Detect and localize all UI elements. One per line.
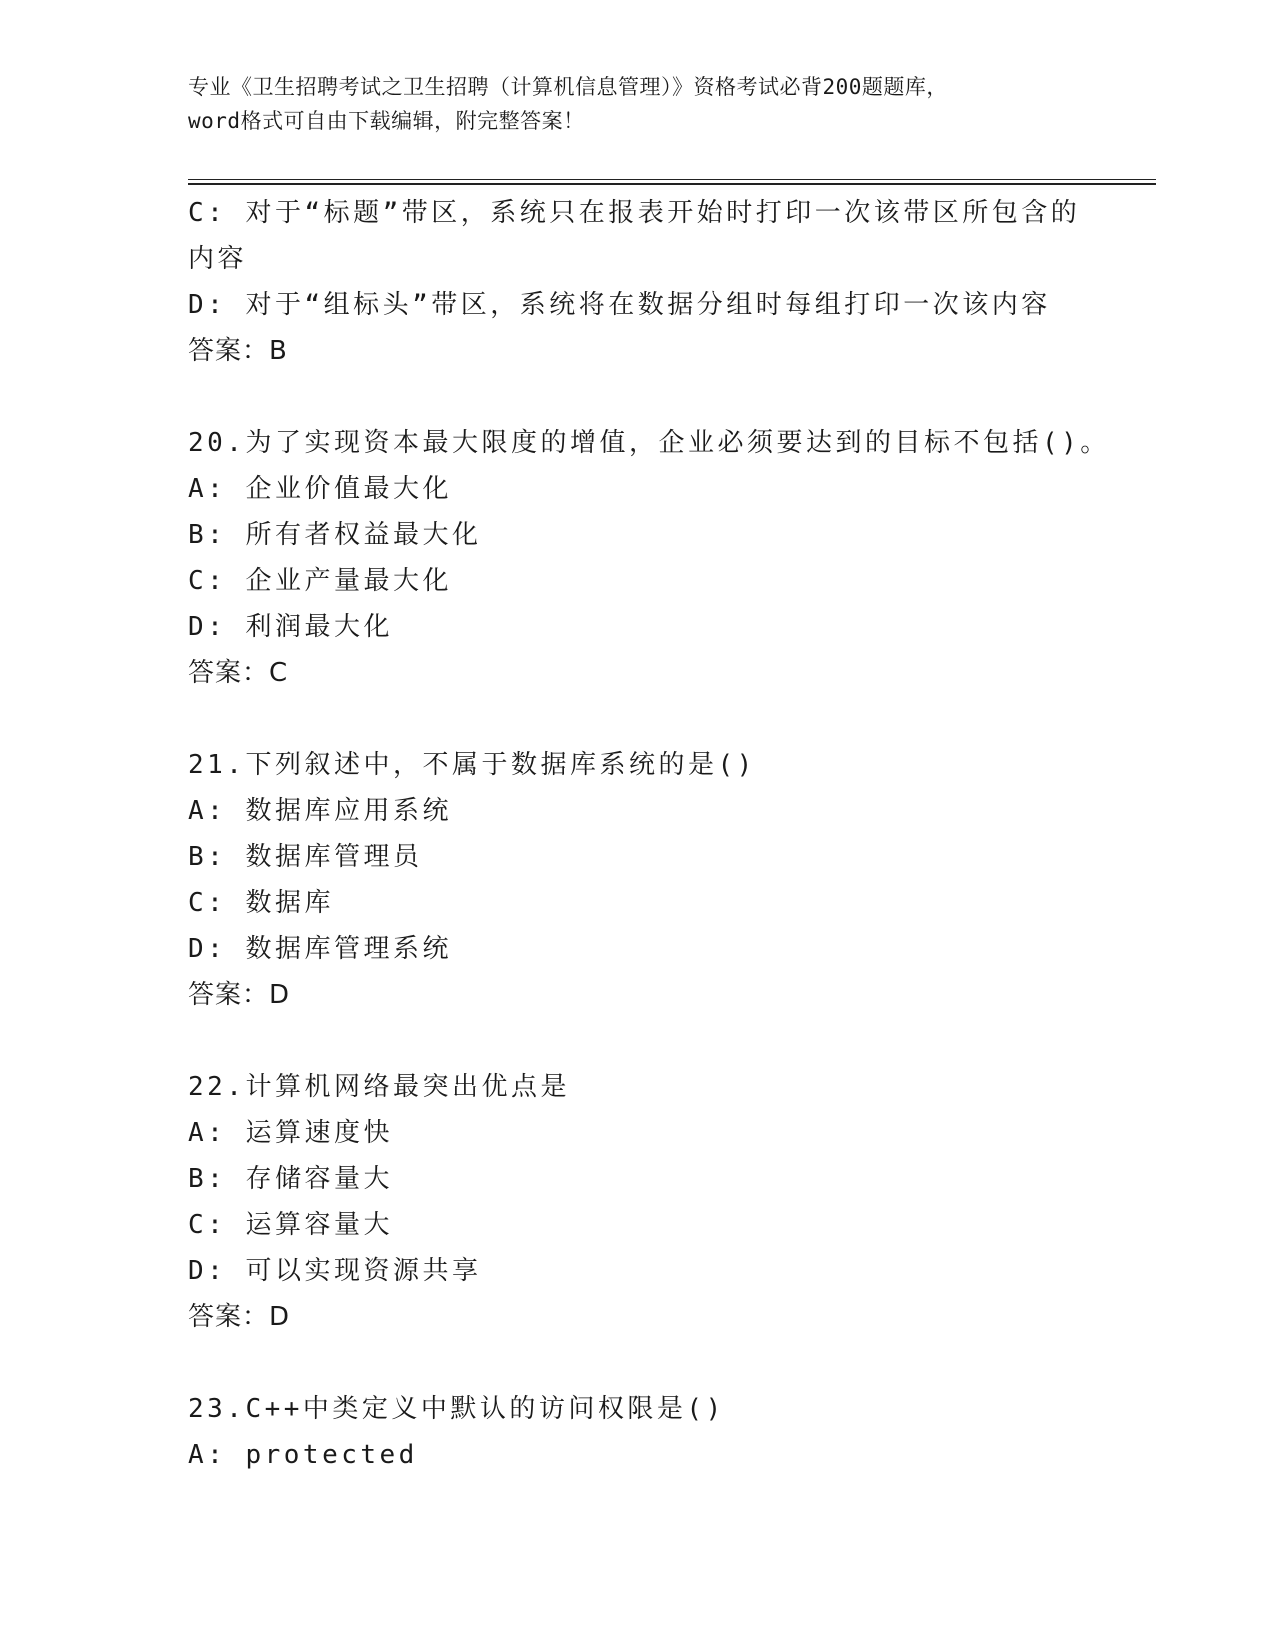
option-line: A: 企业价值最大化 [188,474,452,504]
option-line: A: 数据库应用系统 [188,796,452,826]
question-block-continued [188,190,1088,374]
question-list [188,190,1110,1478]
option-line: A: protected [188,1440,418,1470]
option-line: B: 所有者权益最大化 [188,520,482,550]
question-stem: 22.计算机网络最突出优点是 [188,1072,570,1102]
option-line: D: 可以实现资源共享 [188,1256,482,1286]
option-line: D: 对于“组标头”带区，系统将在数据分组时每组打印一次该内容 [188,290,1051,320]
option-line: C: 企业产量最大化 [188,566,452,596]
option-line: B: 数据库管理员 [188,842,423,872]
answer-line: 答案：D [188,980,291,1010]
option-line: C: 对于“标题”带区，系统只在报表开始时打印一次该带区所包含的 [188,198,1081,228]
header-rule-thick [188,183,1156,185]
option-line: D: 利润最大化 [188,612,393,642]
question-stem: 23.C++中类定义中默认的访问权限是() [188,1394,725,1424]
answer-line: 答案：D [188,1302,291,1332]
header-line-2: word格式可自由下载编辑，附完整答案！ [188,109,585,133]
header-line-1: 专业《卫生招聘考试之卫生招聘（计算机信息管理）》资格考试必背200题题库， [188,75,948,99]
option-line: D: 数据库管理系统 [188,934,452,964]
question-block [188,1064,1088,1340]
question-block [188,1386,1088,1478]
answer-line: 答案：C [188,658,289,688]
question-spacer [188,1340,1088,1386]
question-block [188,420,1110,696]
question-spacer [188,1018,1088,1064]
option-line: A: 运算速度快 [188,1118,393,1148]
option-line: 内容 [188,244,248,274]
question-block [188,742,1088,1018]
question-spacer [188,696,1088,742]
question-stem: 20.为了实现资本最大限度的增值，企业必须要达到的目标不包括()。 [188,428,1110,458]
question-stem: 21.下列叙述中，不属于数据库系统的是() [188,750,756,780]
question-spacer [188,374,1088,420]
option-line: B: 存储容量大 [188,1164,393,1194]
option-line: C: 运算容量大 [188,1210,393,1240]
document-header [188,70,1088,138]
option-line: C: 数据库 [188,888,334,918]
answer-line: 答案：B [188,336,288,366]
header-rule-thin [188,179,1156,180]
